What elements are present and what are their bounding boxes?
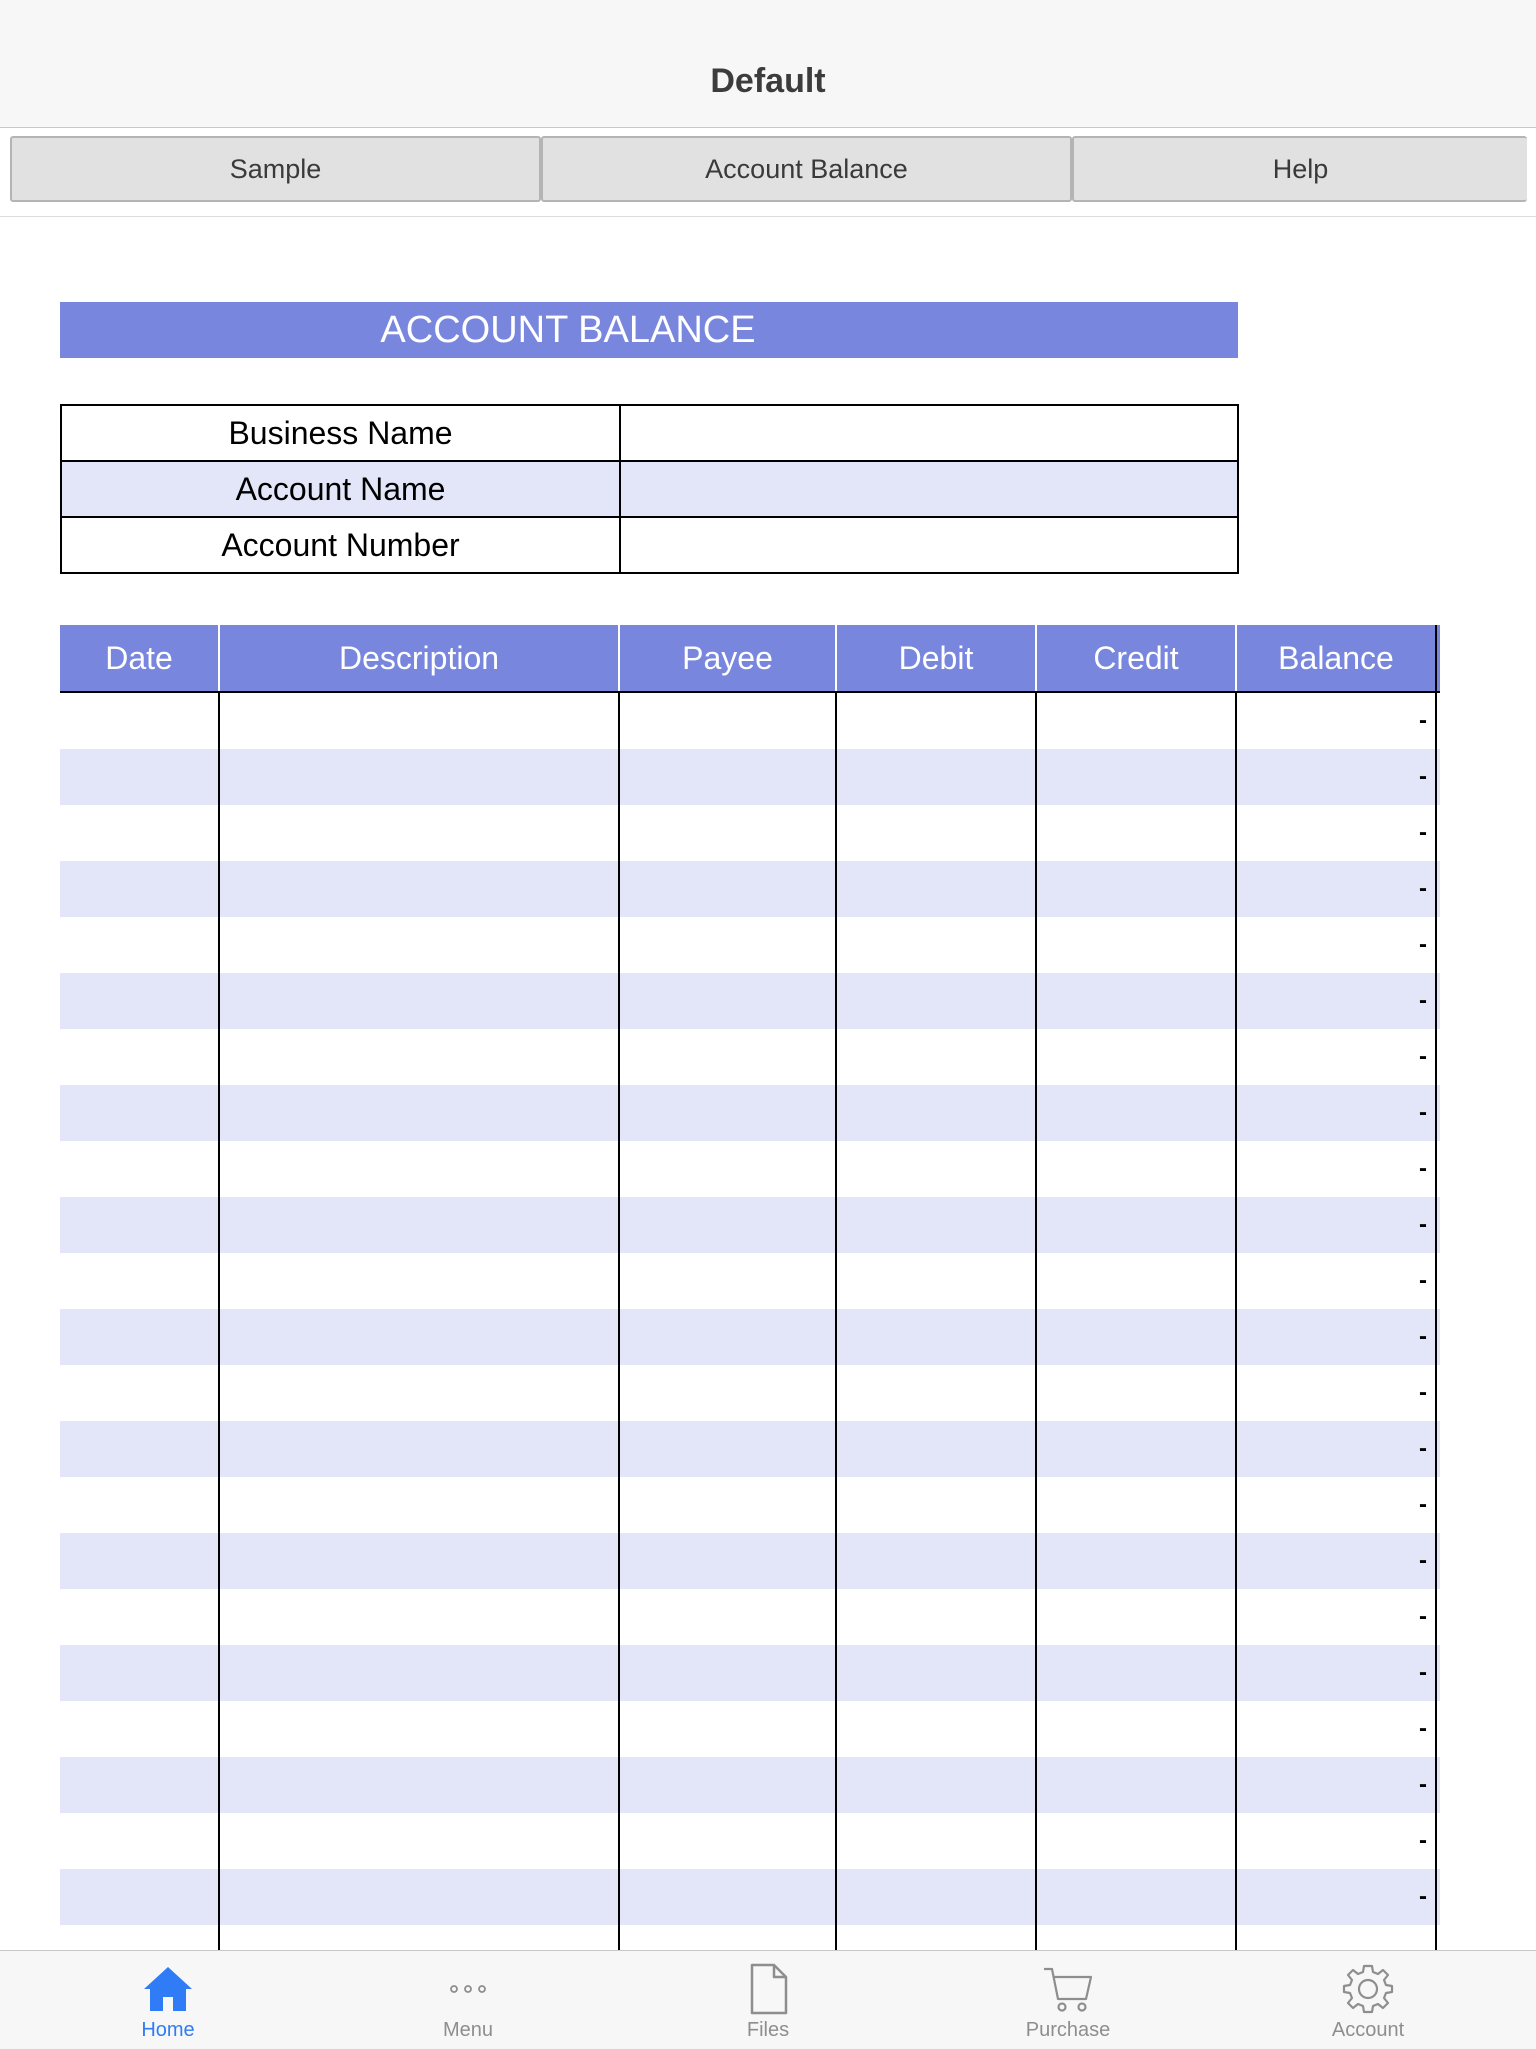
column-header-payee: Payee [620,625,837,691]
table-row [60,1869,1440,1925]
cell-credit[interactable] [1037,1925,1237,1950]
cell-payee[interactable] [620,1309,837,1365]
ledger-table [60,625,1440,1950]
cell-credit[interactable] [1037,1477,1237,1533]
cell-payee[interactable] [620,1477,837,1533]
table-row [60,1533,1440,1589]
sheet-title-banner [60,302,1238,358]
cell-balance[interactable]: - [1237,1477,1437,1533]
gear-icon [1340,1961,1396,2017]
info-value-business-name[interactable] [620,405,1238,461]
cell-description[interactable] [220,1365,620,1421]
table-row [60,861,1440,917]
table-row [60,1253,1440,1309]
home-icon [140,1961,196,2017]
cell-date[interactable] [60,1309,220,1365]
cell-credit[interactable] [1037,1701,1237,1757]
info-value-account-name[interactable] [620,461,1238,517]
cell-debit[interactable] [837,861,1037,917]
cell-credit[interactable] [1037,1309,1237,1365]
cell-payee[interactable] [620,1589,837,1645]
cell-description[interactable] [220,1645,620,1701]
table-row [60,1197,1440,1253]
cell-payee[interactable] [620,749,837,805]
bottom-tab-label: Account [1331,2019,1405,2041]
cell-credit[interactable] [1037,1589,1237,1645]
cell-date[interactable] [60,1869,220,1925]
cell-payee[interactable] [620,1869,837,1925]
cell-date[interactable] [60,1589,220,1645]
page-title: Default [710,62,826,100]
cell-credit[interactable] [1037,805,1237,861]
cell-debit[interactable] [837,1085,1037,1141]
ledger-header-row [60,625,1440,693]
cell-debit[interactable] [837,749,1037,805]
cell-date[interactable] [60,1645,220,1701]
cell-payee[interactable] [620,1029,837,1085]
cell-description[interactable] [220,1869,620,1925]
cell-date[interactable] [60,749,220,805]
table-row [60,1309,1440,1365]
cell-description[interactable] [220,1925,620,1950]
cell-date[interactable] [60,805,220,861]
cell-description[interactable] [220,1701,620,1757]
column-header-date: Date [60,625,220,691]
cell-description[interactable] [220,917,620,973]
table-row [60,749,1440,805]
cell-payee[interactable] [620,1813,837,1869]
cell-date[interactable] [60,1253,220,1309]
spreadsheet-area[interactable] [0,217,1536,1950]
cell-balance[interactable]: - [1237,1869,1437,1925]
cell-balance[interactable]: - [1237,1085,1437,1141]
column-header-debit: Debit [837,625,1037,691]
cell-date[interactable] [60,1813,220,1869]
cell-debit[interactable] [837,1365,1037,1421]
sheet-title: ACCOUNT BALANCE [380,309,756,351]
cell-balance[interactable]: - [1237,1029,1437,1085]
cell-date[interactable] [60,861,220,917]
cell-payee[interactable] [620,1757,837,1813]
column-header-credit: Credit [1037,625,1237,691]
info-label-business-name: Business Name [61,405,620,461]
cell-date[interactable] [60,1925,220,1950]
cell-debit[interactable] [837,973,1037,1029]
table-row [60,805,1440,861]
table-row [60,1701,1440,1757]
cell-debit[interactable] [837,693,1037,749]
cell-balance[interactable]: - [1237,1757,1437,1813]
cell-debit[interactable] [837,1477,1037,1533]
cell-balance[interactable]: - [1237,1421,1437,1477]
cell-date[interactable] [60,1085,220,1141]
cell-balance[interactable]: - [1237,1197,1437,1253]
more-icon [440,1961,496,2017]
info-value-account-number[interactable] [620,517,1238,573]
cell-credit[interactable] [1037,1813,1237,1869]
table-row [60,1645,1440,1701]
table-row [60,1813,1440,1869]
cell-description[interactable] [220,749,620,805]
column-header-balance: Balance [1237,625,1437,691]
cell-balance[interactable]: - [1237,1309,1437,1365]
cell-credit[interactable] [1037,1869,1237,1925]
cell-credit[interactable] [1037,973,1237,1029]
table-row [60,693,1440,749]
cell-payee[interactable] [620,1533,837,1589]
cell-description[interactable] [220,1197,620,1253]
cell-debit[interactable] [837,1701,1037,1757]
bottom-tab-purchase[interactable] [918,1951,1218,2049]
cell-balance[interactable]: - [1237,1589,1437,1645]
cell-date[interactable] [60,1533,220,1589]
account-info-table [60,404,1239,574]
cell-description[interactable] [220,693,620,749]
cell-payee[interactable] [620,1197,837,1253]
cell-date[interactable] [60,1477,220,1533]
cell-payee[interactable] [620,805,837,861]
cell-date[interactable] [60,1421,220,1477]
tab-sample[interactable]: Sample [10,136,541,202]
cell-description[interactable] [220,861,620,917]
table-row [60,1141,1440,1197]
cell-balance[interactable]: - [1237,1645,1437,1701]
cell-description[interactable] [220,1533,620,1589]
cell-debit[interactable] [837,805,1037,861]
cell-payee[interactable] [620,973,837,1029]
cell-payee[interactable] [620,693,837,749]
cell-credit[interactable] [1037,749,1237,805]
cell-debit[interactable] [837,1869,1037,1925]
cell-date[interactable] [60,1365,220,1421]
cell-balance[interactable]: - [1237,861,1437,917]
cell-payee[interactable] [620,1365,837,1421]
cell-description[interactable] [220,1421,620,1477]
table-row [60,1421,1440,1477]
cell-credit[interactable] [1037,1365,1237,1421]
table-row [60,1589,1440,1645]
cell-debit[interactable] [837,1589,1037,1645]
table-row [60,1925,1440,1950]
cell-description[interactable] [220,1029,620,1085]
cell-date[interactable] [60,973,220,1029]
cell-credit[interactable] [1037,1197,1237,1253]
cell-balance[interactable]: - [1237,1141,1437,1197]
table-row [60,973,1440,1029]
cell-description[interactable] [220,1757,620,1813]
cell-debit[interactable] [837,1757,1037,1813]
cell-balance[interactable]: - [1237,973,1437,1029]
cell-date[interactable] [60,917,220,973]
file-icon [740,1961,796,2017]
bottom-tab-label: Menu [442,2019,494,2041]
cell-balance[interactable]: - [1237,1813,1437,1869]
sheet-tab-bar [0,128,1536,217]
cell-date[interactable] [60,1701,220,1757]
table-row [60,1029,1440,1085]
cell-balance[interactable]: - [1237,1365,1437,1421]
cell-date[interactable] [60,1757,220,1813]
cell-description[interactable] [220,1309,620,1365]
table-row [60,1365,1440,1421]
cell-debit[interactable] [837,1421,1037,1477]
table-row [60,1757,1440,1813]
cell-debit[interactable] [837,1925,1037,1950]
cell-credit[interactable] [1037,1421,1237,1477]
cell-credit[interactable] [1037,1533,1237,1589]
cell-credit[interactable] [1037,1141,1237,1197]
cell-balance[interactable]: - [1237,1253,1437,1309]
cell-debit[interactable] [837,1813,1037,1869]
cell-credit[interactable] [1037,917,1237,973]
cell-description[interactable] [220,1085,620,1141]
cell-date[interactable] [60,1029,220,1085]
bottom-tab-label: Purchase [1025,2019,1111,2041]
cell-debit[interactable] [837,1253,1037,1309]
cell-description[interactable] [220,973,620,1029]
cell-balance[interactable]: - [1237,749,1437,805]
cell-credit[interactable] [1037,861,1237,917]
cell-payee[interactable] [620,1925,837,1950]
tab-account-balance[interactable]: Account Balance [541,136,1072,202]
table-row [60,917,1440,973]
cell-debit[interactable] [837,1309,1037,1365]
cell-date[interactable] [60,1141,220,1197]
bottom-tab-files[interactable] [618,1951,918,2049]
ledger-rows [60,693,1440,1950]
cell-credit[interactable] [1037,1645,1237,1701]
cell-balance[interactable]: - [1237,805,1437,861]
bottom-tab-label: Home [141,2019,195,2041]
navigation-bar [0,0,1536,128]
table-row [60,1085,1440,1141]
cell-payee[interactable] [620,1421,837,1477]
cell-description[interactable] [220,1253,620,1309]
cell-description[interactable] [220,1589,620,1645]
cell-debit[interactable] [837,1533,1037,1589]
bottom-tab-account[interactable] [1218,1951,1518,2049]
cell-date[interactable] [60,1197,220,1253]
table-row [60,1477,1440,1533]
bottom-tab-label: Files [746,2019,790,2041]
cell-payee[interactable] [620,1645,837,1701]
cell-payee[interactable] [620,1253,837,1309]
cart-icon [1040,1961,1096,2017]
cell-payee[interactable] [620,1701,837,1757]
cell-credit[interactable] [1037,1085,1237,1141]
cell-description[interactable] [220,805,620,861]
bottom-tab-home[interactable] [18,1951,318,2049]
cell-payee[interactable] [620,861,837,917]
cell-credit[interactable] [1037,1757,1237,1813]
cell-description[interactable] [220,1477,620,1533]
column-header-description: Description [220,625,620,691]
cell-debit[interactable] [837,1197,1037,1253]
cell-balance[interactable]: - [1237,693,1437,749]
cell-description[interactable] [220,1141,620,1197]
cell-debit[interactable] [837,1029,1037,1085]
cell-payee[interactable] [620,1141,837,1197]
cell-debit[interactable] [837,1645,1037,1701]
cell-balance[interactable]: - [1237,917,1437,973]
cell-balance[interactable] [1237,1925,1437,1950]
cell-debit[interactable] [837,917,1037,973]
cell-description[interactable] [220,1813,620,1869]
info-label-account-name: Account Name [61,461,620,517]
cell-balance[interactable]: - [1237,1701,1437,1757]
bottom-tab-bar [0,1950,1536,2049]
cell-date[interactable] [60,693,220,749]
info-label-account-number: Account Number [61,517,620,573]
tab-help[interactable]: Help [1072,136,1527,202]
bottom-tab-menu[interactable] [318,1951,618,2049]
cell-debit[interactable] [837,1141,1037,1197]
cell-balance[interactable]: - [1237,1533,1437,1589]
cell-payee[interactable] [620,1085,837,1141]
cell-credit[interactable] [1037,1253,1237,1309]
cell-credit[interactable] [1037,693,1237,749]
cell-credit[interactable] [1037,1029,1237,1085]
cell-payee[interactable] [620,917,837,973]
